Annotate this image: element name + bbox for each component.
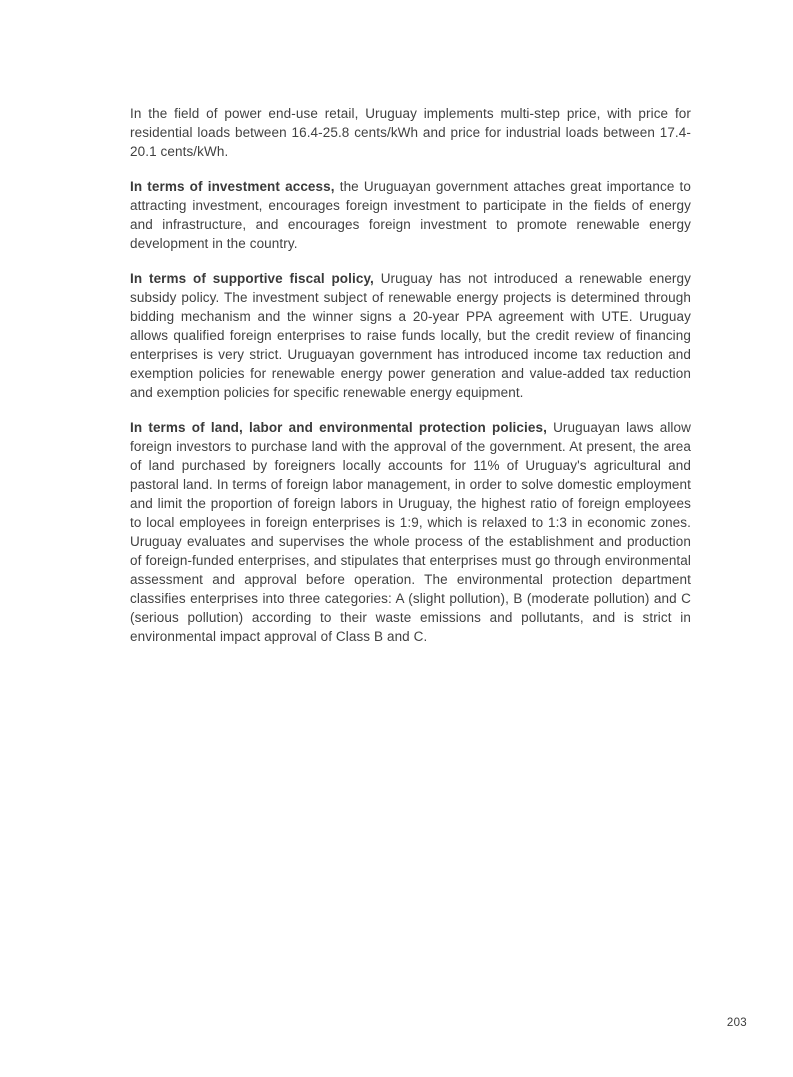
paragraph-body: the Uruguayan government attaches great importance to attracting investment, encourages foreign investment to participate in the fields of energy and infrastructure, and encourages foreign investment to promote renewable energy development in the country. — [130, 179, 691, 251]
text-content — [130, 104, 691, 662]
paragraph-power-retail — [130, 104, 691, 161]
paragraph-investment-access — [130, 177, 691, 253]
paragraph-lead: In terms of investment access, — [130, 179, 335, 194]
paragraph-land-labor-environment — [130, 418, 691, 646]
paragraph-body: Uruguayan laws allow foreign investors to purchase land with the approval of the government. At present, the area of land purchased by foreigners locally accounts for 11% of Uruguay's agricultural and pastoral land. In terms of foreign labor management, in order to solve domestic employment and limit the proportion of foreign labors in Uruguay, the highest ratio of foreign employees to local employees in foreign enterprises is 1:9, which is relaxed to 1:3 in economic zones. Uruguay evaluates and supervises the whole process of the establishment and production of foreign-funded enterprises, and stipulates that enterprises must go through environmental assessment and approval before operation. The environmental protection department classifies enterprises into three categories: A (slight pollution), B (moderate pollution) and C (serious pollution) according to their waste emissions and pollutants, and is strict in environmental impact approval of Class B and C. — [130, 420, 691, 644]
paragraph-fiscal-policy — [130, 269, 691, 402]
page-number: 203 — [726, 1017, 747, 1029]
paragraph-body: In the field of power end-use retail, Uruguay implements multi-step price, with price for residential loads between 16.4-25.8 cents/kWh and price for industrial loads between 17.4-20.1 cents/kWh. — [130, 106, 691, 159]
paragraph-lead: In terms of land, labor and environmental protection policies, — [130, 420, 547, 435]
paragraph-body: Uruguay has not introduced a renewable energy subsidy policy. The investment subject of renewable energy projects is determined through bidding mechanism and the winner signs a 20-year PPA agreement with UTE. Uruguay allows qualified foreign enterprises to raise funds locally, but the credit review of financing enterprises is very strict. Uruguayan government has introduced income tax reduction and exemption policies for renewable energy power generation and value-added tax reduction and exemption policies for specific renewable energy equipment. — [130, 271, 691, 400]
paragraph-lead: In terms of supportive fiscal policy, — [130, 271, 374, 286]
